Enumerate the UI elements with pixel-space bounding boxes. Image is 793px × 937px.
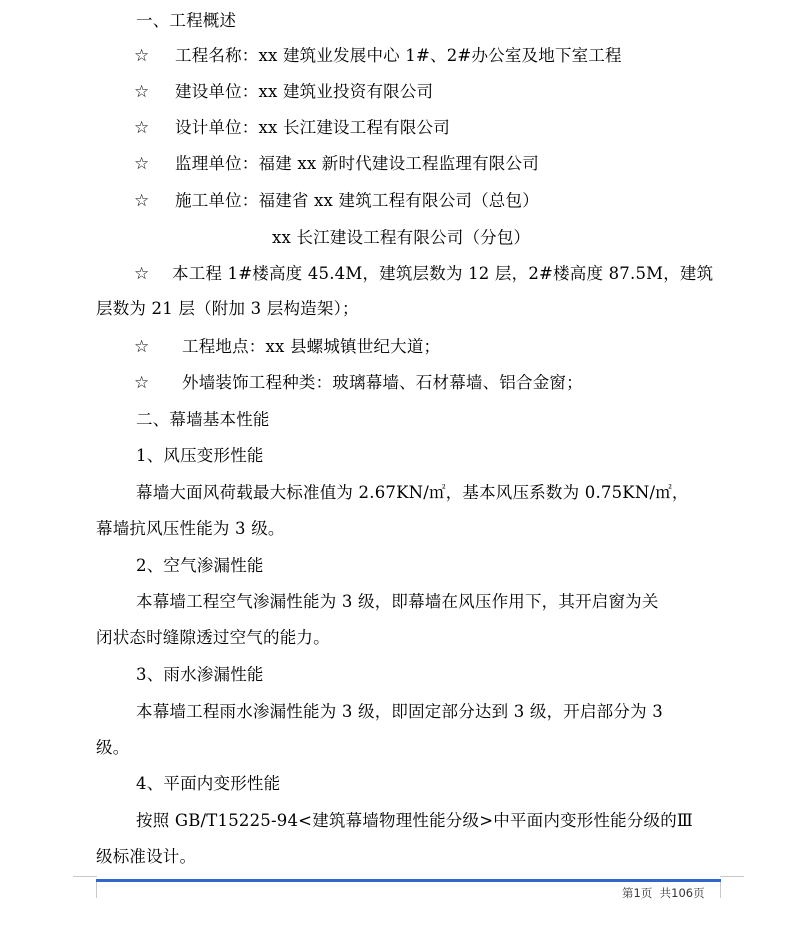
star-icon: ☆ xyxy=(134,46,150,66)
star-icon: ☆ xyxy=(134,373,150,393)
rain-paragraph: 本幕墙工程雨水渗漏性能为 3 级，即固定部分达到 3 级，开启部分为 3 xyxy=(136,702,663,721)
subcontractor-line: xx 长江建设工程有限公司（分包） xyxy=(272,228,531,247)
air-paragraph: 本幕墙工程空气渗漏性能为 3 级，即幕墙在风压作用下，其开启窗为关 xyxy=(136,592,659,611)
inplane-paragraph-cont: 级标准设计。 xyxy=(96,847,197,866)
star-icon: ☆ xyxy=(134,154,150,174)
crop-mark xyxy=(720,880,721,898)
section-heading-overview: 一、工程概述 xyxy=(136,11,237,30)
designer-line: 设计单位：xx 长江建设工程有限公司 xyxy=(175,118,450,137)
crop-mark xyxy=(720,876,744,877)
building-height-line: 本工程 1#楼高度 45.4M，建筑层数为 12 层，2#楼高度 87.5M，建筑 xyxy=(172,264,714,283)
subheading-inplane: 4、平面内变形性能 xyxy=(136,774,281,793)
subheading-wind: 1、风压变形性能 xyxy=(136,446,264,465)
project-name-line: 工程名称：xx 建筑业发展中心 1#、2#办公室及地下室工程 xyxy=(175,46,622,65)
supervisor-line: 监理单位：福建 xx 新时代建设工程监理有限公司 xyxy=(175,154,539,173)
rain-paragraph-cont: 级。 xyxy=(96,738,130,757)
star-icon: ☆ xyxy=(134,264,150,284)
owner-line: 建设单位：xx 建筑业投资有限公司 xyxy=(175,82,434,101)
location-line: 工程地点：xx 县螺城镇世纪大道； xyxy=(182,337,441,356)
wind-paragraph-cont: 幕墙抗风压性能为 3 级。 xyxy=(96,519,285,538)
facade-types-line: 外墙装饰工程种类：玻璃幕墙、石材幕墙、铝合金窗； xyxy=(182,373,583,392)
footer-rule xyxy=(96,879,721,882)
star-icon: ☆ xyxy=(134,82,150,102)
star-icon: ☆ xyxy=(134,191,150,211)
air-paragraph-cont: 闭状态时缝隙透过空气的能力。 xyxy=(96,628,330,647)
crop-mark xyxy=(73,876,97,877)
wind-paragraph: 幕墙大面风荷载最大标准值为 2.67KN/㎡，基本风压系数为 0.75KN/㎡， xyxy=(136,483,689,502)
subheading-air: 2、空气渗漏性能 xyxy=(136,556,264,575)
building-height-line-cont: 层数为 21 层（附加 3 层构造架）； xyxy=(96,299,359,318)
star-icon: ☆ xyxy=(134,118,150,138)
star-icon: ☆ xyxy=(134,337,150,357)
section-heading-performance: 二、幕墙基本性能 xyxy=(136,410,270,429)
inplane-paragraph: 按照 GB/T15225-94<建筑幕墙物理性能分级>中平面内变形性能分级的Ⅲ xyxy=(136,811,694,830)
crop-mark xyxy=(96,880,97,898)
contractor-line: 施工单位：福建省 xx 建筑工程有限公司（总包） xyxy=(175,191,539,210)
page-number-footer: 第1页 共106页 xyxy=(622,886,705,900)
subheading-rain: 3、雨水渗漏性能 xyxy=(136,665,264,684)
